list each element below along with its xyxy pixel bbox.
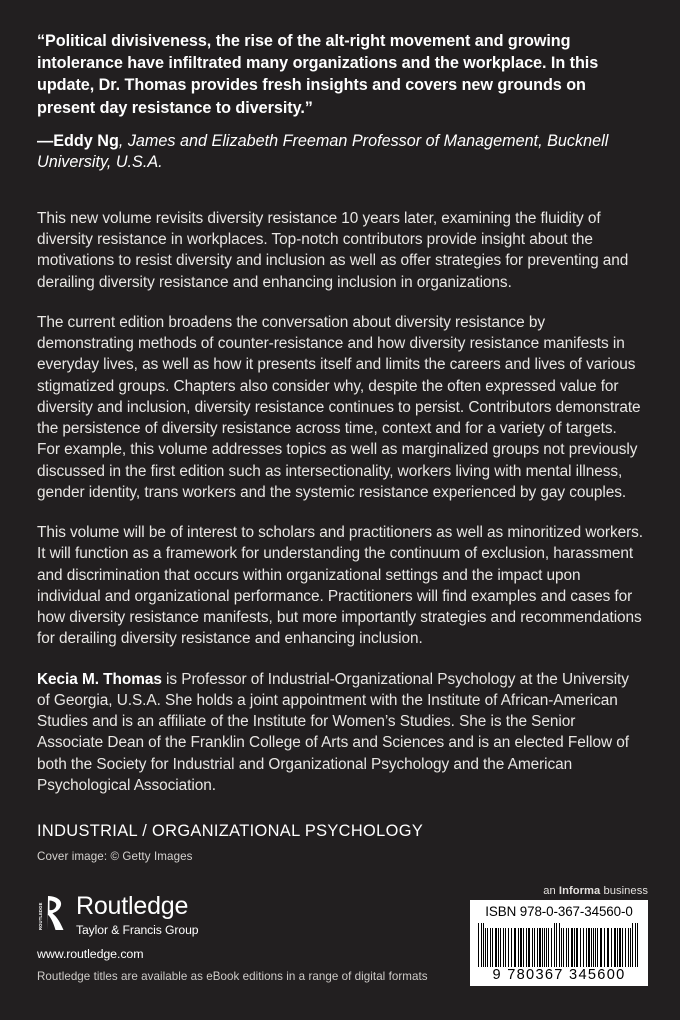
informa-suffix: business — [600, 885, 648, 897]
author-bio-text: is Professor of Industrial-Organizational Psychology at the University of Georgia, U.S.A. She holds a joint appointment with the Institute of African-American Studies and is an affiliate of the Institute for Women’s Studies. She is the Senior Associate Dean of the Franklin College of Arts and Sciences and is an elected Fellow of both the Society for Industrial and Organizational Psychology and the American Psychological Association. — [37, 670, 629, 794]
endorsement-attribution — [37, 131, 643, 174]
description-paragraph-1: This new volume revisits diversity resistance 10 years later, examining the fluidity of diversity resistance in workplaces. Top-notch contributors provide insight about the motivations to resist diversity and inclusion as well as offer strategies for preventing and derailing diversity resistance and enhancing inclusion in organizations. — [37, 209, 629, 291]
description-block — [37, 208, 643, 796]
endorsement-block — [37, 0, 643, 174]
publisher-name: Routledge — [76, 892, 189, 920]
routledge-r-mark-icon — [37, 893, 67, 933]
isbn-barcode-panel — [470, 900, 648, 986]
description-paragraph-3: This volume will be of interest to scholars and practitioners as well as minoritized workers. It will function as a framework for understanding the continuum of exclusion, harassment and discrimination that occurs within organizational settings and the impact upon individual and organizational performance. Practitioners will find examples and cases for how diversity resistance manifests, but more importantly strategies and recommendations for derailing diversity resistance and enhancing inclusion. — [37, 524, 644, 648]
endorsement-attribution-name: —Eddy Ng — [37, 131, 119, 150]
author-bio-name: Kecia M. Thomas — [37, 670, 162, 688]
publisher-block — [37, 893, 198, 961]
author-bio — [37, 669, 643, 797]
informa-business-line — [543, 885, 648, 897]
routledge-logo — [37, 893, 198, 936]
subject-category: INDUSTRIAL / ORGANIZATIONAL PSYCHOLOGY — [37, 822, 424, 841]
barcode-digits: 9 780367 345600 — [492, 966, 626, 983]
barcode-bars — [478, 923, 640, 967]
cover-image-credit: Cover image: © Getty Images — [37, 850, 193, 864]
isbn-number: ISBN 978-0-367-34560-0 — [485, 904, 633, 919]
ebook-availability-note: Routledge titles are available as eBook editions in a range of digital formats — [37, 970, 428, 983]
description-paragraph-2: The current edition broadens the conversation about diversity resistance by demonstrating methods of counter-resistance and how diversity resistance manifests in everyday lives, as well as how it presents itself and limits the careers and lives of various stigmatized groups. Chapters also consider why, despite the often expressed value for diversity and inclusion, diversity resistance continues to persist. Contributors demonstrate the persistence of diversity resistance across time, context and for a variety of targets. For example, this volume addresses topics as well as marginalized groups not previously discussed in the first edition such as intersectionality, workers living with mental illness, gender identity, trans workers and the systemic resistance experienced by gay couples. — [37, 313, 641, 501]
endorsement-quote: “Political divisiveness, the rise of the alt-right movement and growing intolerance have infiltrated many organizations and the workplace. In this update, Dr. Thomas provides fresh insights and covers new grounds on present day resistance to diversity.” — [37, 32, 599, 117]
informa-prefix: an — [543, 885, 559, 897]
routledge-wordmark — [76, 893, 198, 936]
endorsement-attribution-affiliation: , James and Elizabeth Freeman Professor of Management, Bucknell University, U.S.A. — [37, 131, 609, 172]
svg-text:ROUTLEDGE: ROUTLEDGE — [38, 902, 43, 930]
publisher-website[interactable]: www.routledge.com — [37, 947, 144, 962]
publisher-imprint: Taylor & Francis Group — [76, 923, 199, 937]
informa-brand: Informa — [558, 885, 601, 897]
